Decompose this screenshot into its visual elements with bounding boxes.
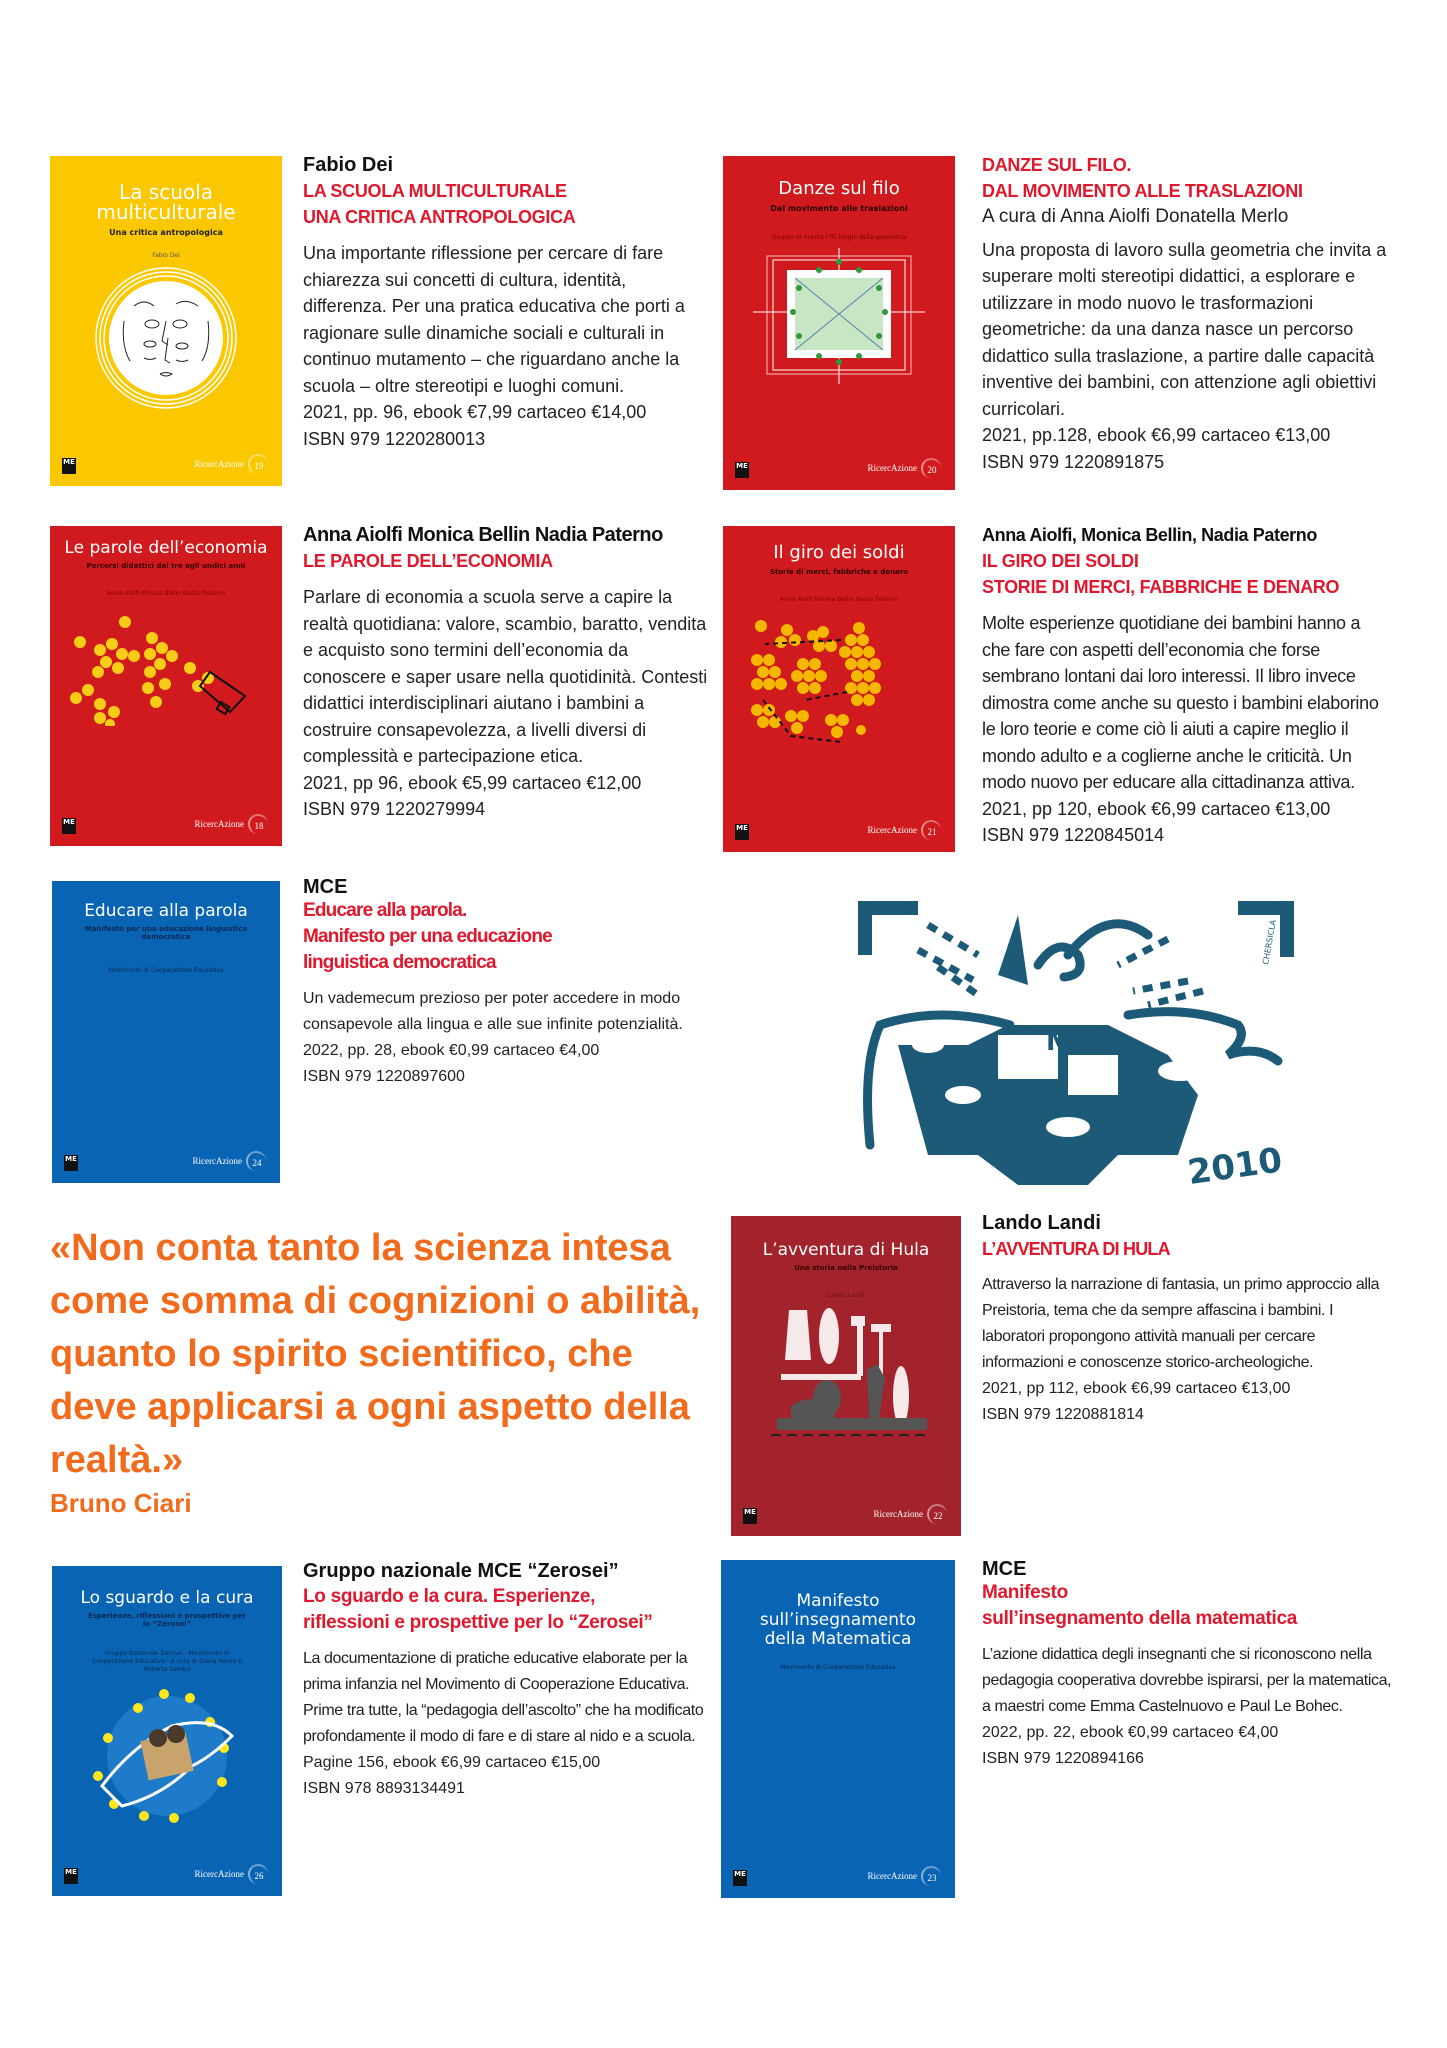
- book-isbn: ISBN 979 1220280013: [303, 428, 486, 449]
- cover-title: La scuola multiculturale: [96, 180, 236, 224]
- series-number: 26: [248, 1864, 268, 1884]
- book-info-l-avventura-di-hula: [982, 1210, 1382, 1428]
- series-number: 23: [921, 1866, 941, 1886]
- book-author: Anna Aiolfi, Monica Bellin, Nadia Paterno: [982, 525, 1317, 545]
- book-title-line: Manifesto: [982, 1582, 1068, 1603]
- cover-subtitle: Una storia nella Preistoria: [794, 1264, 898, 1272]
- book-title-line: STORIE DI MERCI, FABBRICHE E DENARO: [982, 577, 1340, 597]
- book-author: MCE: [982, 1558, 1027, 1580]
- book-title-line: riflessioni e prospettive per lo “Zerosei”: [303, 1612, 653, 1633]
- book-details: Pagine 156, ebook €6,99 cartaceo €15,00: [303, 1754, 601, 1771]
- prehistoric-tools-illustration-icon: [771, 1306, 931, 1436]
- cover-author: Anna Aiolfi Monica Bellin Nadia Paterno: [107, 590, 225, 597]
- book-info-le-parole-dell-economia: [303, 522, 713, 823]
- book-description: Attraverso la narrazione di fantasia, un primo approccio alla Preistoria, tema che da sempre affascina i bambini. I laboratori propongono attività manuali per cercare informazioni e conoscenze storico-archeologiche.: [982, 1276, 1380, 1371]
- series-name: RicercAzione: [873, 1509, 923, 1519]
- book-title-line: linguistica democratica: [303, 952, 496, 973]
- book-info-educare-alla-parola: [303, 876, 723, 1090]
- cover-subtitle: Percorsi didattici dai tre agli undici anni: [86, 562, 246, 570]
- book-isbn: ISBN 979 1220881814: [982, 1406, 1144, 1423]
- series-badge: [874, 1504, 947, 1524]
- cover-title: Educare alla parola: [84, 901, 248, 921]
- series-name: RicercAzione: [194, 459, 244, 469]
- book-title-line: DAL MOVIMENTO ALLE TRASLAZIONI: [982, 181, 1303, 201]
- coins-cycle-illustration-icon: [751, 620, 931, 750]
- cover-title: Danze sul filo: [778, 178, 900, 199]
- cover-author: Gruppo Nazionale Zerosei · Movimento di Cooperazione Educativa · A cura di Diana Penso e Roberta Sambo: [92, 1650, 242, 1673]
- series-name: RicercAzione: [867, 825, 917, 835]
- book-details: 2021, pp. 96, ebook €7,99 cartaceo €14,00: [303, 402, 647, 422]
- book-cover-danze-sul-filo: [723, 156, 955, 490]
- series-badge: [195, 814, 268, 834]
- book-title-line: L’AVVENTURA DI HULA: [982, 1239, 1170, 1259]
- book-isbn: ISBN 978 8893134491: [303, 1780, 465, 1797]
- book-info-il-giro-dei-soldi: [982, 522, 1392, 849]
- cover-author: Gruppo di ricerca I fili lunghi della geometria: [771, 234, 907, 241]
- quote-text: «Non conta tanto la scienza intesa come somma di cognizioni o abilità, quanto lo spirito scientifico, che deve applicarsi a ogni aspetto della realtà.»: [50, 1227, 701, 1481]
- cover-subtitle: Storie di merci, fabbriche e denaro: [769, 568, 909, 576]
- book-description: Molte esperienze quotidiane dei bambini hanno a che fare con aspetti dell’economia che forse sembrano lontani dai loro interessi. Il libro invece dimostra come anche su questo i bambini elaborino le loro teorie e come ciò li aiuti a capire meglio il mondo adulto e a coglierne anche le criticità. Un modo nuovo per educare alla cittadinanza attiva.: [982, 613, 1379, 792]
- cover-subtitle: Una critica antropologica: [109, 228, 223, 237]
- book-cover-le-parole-dell-economia: [50, 526, 282, 846]
- cover-title: Manifesto sull’insegnamento della Matematica: [759, 1591, 917, 1649]
- mce-logo-icon: ME: [64, 1868, 78, 1884]
- series-number: 21: [921, 820, 941, 840]
- book-description: Parlare di economia a scuola serve a capire la realtà quotidiana: valore, scambio, baratto, vendita e acquisto sono termini dell’economia da conoscere e saper usare nella quotidinità. Contesti didattici interdisciplinari aiutano i bambini a costruire consapevolezza, a livelli diversi di complessità e partecipazione etica.: [303, 587, 708, 766]
- book-isbn: ISBN 979 1220894166: [982, 1750, 1144, 1767]
- children-in-box-illustration-icon: [82, 1686, 252, 1826]
- mce-2010-artwork: [858, 895, 1298, 1195]
- mce-logo-icon: ME: [735, 462, 749, 478]
- series-badge: [193, 1151, 266, 1171]
- mce-logo-icon: ME: [733, 1870, 747, 1886]
- series-badge: [868, 820, 941, 840]
- series-number: 22: [927, 1504, 947, 1524]
- book-description: L’azione didattica degli insegnanti che si riconoscono nella pedagogia cooperativa dovrebbe ispirarsi, per la matematica, a maestri come Emma Castelnuovo e Paul Le Bohec.: [982, 1646, 1392, 1715]
- book-title-line: Manifesto per una educazione: [303, 926, 552, 947]
- book-title-line: LE PAROLE DELL’ECONOMIA: [303, 551, 553, 571]
- book-author: Fabio Dei: [303, 154, 394, 176]
- book-author: Anna Aiolfi Monica Bellin Nadia Paterno: [303, 524, 663, 546]
- cover-author: Lando Landi: [827, 1292, 865, 1299]
- book-cover-l-avventura-di-hula: [731, 1216, 961, 1536]
- book-editor: A cura di Anna Aiolfi Donatella Merlo: [982, 206, 1289, 227]
- book-info-la-scuola-multiculturale: [303, 152, 703, 452]
- book-details: 2021, pp 112, ebook €6,99 cartaceo €13,00: [982, 1380, 1291, 1397]
- book-title-line: LA SCUOLA MULTICULTURALE: [303, 181, 567, 201]
- artwork-signature: CHERSICLA: [1261, 919, 1278, 966]
- quote-author: Bruno Ciari: [50, 1488, 192, 1518]
- book-author: Gruppo nazionale MCE “Zerosei”: [303, 1560, 619, 1582]
- book-isbn: ISBN 979 1220845014: [982, 825, 1165, 845]
- book-info-manifesto-matematica: [982, 1558, 1392, 1772]
- mce-logo-icon: ME: [62, 818, 76, 834]
- book-info-lo-sguardo-e-la-cura: [303, 1558, 713, 1802]
- cover-author: Movimento di Cooperazione Educativa: [780, 1664, 896, 1671]
- book-title-line: Educare alla parola.: [303, 900, 467, 921]
- cover-author: Movimento di Cooperazione Educativa: [108, 967, 224, 974]
- book-details: 2022, pp. 28, ebook €0,99 cartaceo €4,00: [303, 1042, 600, 1059]
- book-title-line: DANZE SUL FILO.: [982, 155, 1132, 175]
- series-badge: [195, 1864, 268, 1884]
- book-details: 2021, pp.128, ebook €6,99 cartaceo €13,00: [982, 425, 1331, 445]
- cover-title: Lo sguardo e la cura: [80, 1588, 254, 1608]
- faces-illustration-icon: [94, 266, 238, 410]
- book-author: MCE: [303, 876, 348, 898]
- artwork-year: 2010: [1185, 1140, 1285, 1193]
- mce-logo-icon: ME: [64, 1155, 78, 1171]
- series-name: RicercAzione: [867, 1871, 917, 1881]
- series-badge: [868, 1866, 941, 1886]
- dance-square-illustration-icon: [753, 248, 925, 384]
- series-number: 19: [248, 454, 268, 474]
- cover-author: Fabio Dei: [152, 252, 180, 259]
- series-name: RicercAzione: [867, 463, 917, 473]
- book-info-danze-sul-filo: [982, 152, 1402, 475]
- book-cover-la-scuola-multiculturale: [50, 156, 282, 486]
- book-description: Un vademecum prezioso per poter accedere in modo consapevole alla lingua e alle sue infinite potenzialità.: [303, 990, 683, 1033]
- book-author: Lando Landi: [982, 1212, 1101, 1234]
- book-details: 2022, pp. 22, ebook €0,99 cartaceo €4,00: [982, 1724, 1279, 1741]
- cover-title: Il giro dei soldi: [773, 542, 905, 563]
- book-isbn: ISBN 979 1220279994: [303, 799, 486, 819]
- series-name: RicercAzione: [194, 1869, 244, 1879]
- book-description: Una importante riflessione per cercare di fare chiarezza sui concetti di cultura, identità, differenza. Per una pratica educativa che porti a ragionare sulle dinamiche sociali e culturali in continuo mutamento – che riguardano anche la scuola – oltre stereotipi e luoghi comuni.: [303, 243, 685, 396]
- series-name: RicercAzione: [194, 819, 244, 829]
- artwork-letter: M: [1046, 1027, 1072, 1057]
- cover-subtitle: Manifesto per una educazione linguistica democratica: [84, 925, 248, 942]
- coins-megaphone-illustration-icon: [70, 616, 270, 726]
- series-number: 24: [246, 1151, 266, 1171]
- book-title-line: Lo sguardo e la cura. Esperienze,: [303, 1586, 596, 1607]
- cover-author: Anna Aiolfi Monica Bellin Nadia Paterno: [780, 596, 898, 603]
- book-description: Una proposta di lavoro sulla geometria che invita a superare molti stereotipi didattici, a esplorare e utilizzare in modo nuovo le trasformazioni geometriche: da una danza nasce un percorso didattico sulla traslazione, a partire dalle capacità inventive dei bambini, con attenzione agli obiettivi curricolari.: [982, 239, 1387, 419]
- cover-title: L’avventura di Hula: [762, 1240, 930, 1260]
- cover-subtitle: Dal movimento alle traslazioni: [770, 204, 908, 213]
- mce-logo-icon: ME: [743, 1508, 757, 1524]
- book-cover-manifesto-matematica: [721, 1560, 955, 1898]
- book-cover-educare-alla-parola: [52, 881, 280, 1183]
- book-cover-lo-sguardo-e-la-cura: [52, 1566, 282, 1896]
- cover-title: Le parole dell’economia: [64, 538, 268, 558]
- book-isbn: ISBN 979 1220891875: [982, 451, 1165, 472]
- mce-logo-icon: ME: [735, 824, 749, 840]
- mce-logo-icon: ME: [62, 458, 76, 474]
- book-isbn: ISBN 979 1220897600: [303, 1068, 465, 1085]
- series-badge: [195, 454, 268, 474]
- book-title-line: IL GIRO DEI SOLDI: [982, 551, 1139, 571]
- book-description: La documentazione di pratiche educative elaborate per la prima infanzia nel Movimento di Cooperazione Educativa. Prime tra tutte, la “pedagogia dell’ascolto” che ha modificato profondamente il modo di fare e di stare al nido e a scuola.: [303, 1650, 704, 1745]
- book-details: 2021, pp 96, ebook €5,99 cartaceo €12,00: [303, 772, 642, 793]
- series-badge: [868, 458, 941, 478]
- book-details: 2021, pp 120, ebook €6,99 cartaceo €13,00: [982, 798, 1331, 819]
- cover-subtitle: Esperienze, riflessioni e prospettive per lo “Zerosei”: [88, 1612, 246, 1629]
- mce-poster-illustration-icon: [858, 895, 1298, 1195]
- series-name: RicercAzione: [192, 1156, 242, 1166]
- book-cover-il-giro-dei-soldi: [723, 526, 955, 852]
- book-title-line: sull’insegnamento della matematica: [982, 1608, 1298, 1629]
- book-title-line: UNA CRITICA ANTROPOLOGICA: [303, 207, 576, 227]
- series-number: 20: [921, 458, 941, 478]
- series-number: 18: [248, 814, 268, 834]
